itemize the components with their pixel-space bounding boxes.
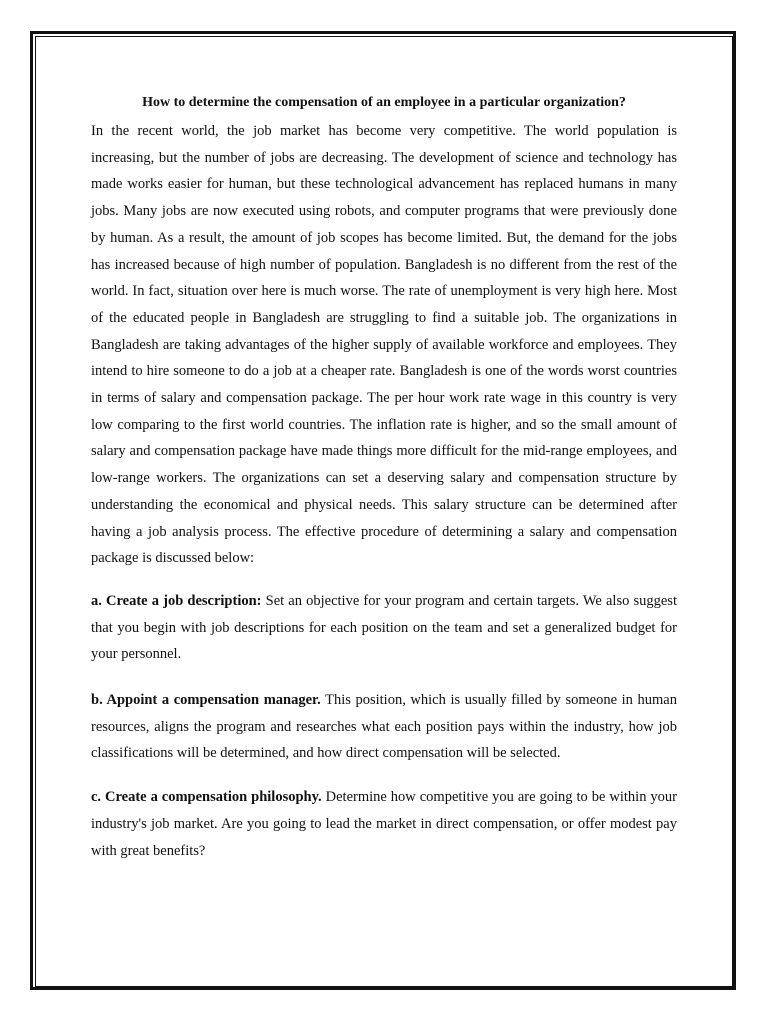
list-item-job-description xyxy=(91,588,677,668)
item-heading: b. Appoint a compensation manager. xyxy=(91,692,321,709)
item-heading: a. Create a job description: xyxy=(91,592,262,609)
document-body xyxy=(91,92,677,864)
item-text: Determine how competitive you are going to be within your industry's job market. Are you going to lead the market in direct compensation, or offer modest pay with great benefits? xyxy=(91,789,677,859)
list-item-compensation-philosophy xyxy=(91,784,677,864)
intro-paragraph: In the recent world, the job market has become very competitive. The world population is increasing, but the number of jobs are decreasing. The development of science and technology has made works easier for human, but these technological advancement has replaced humans in many jobs. Many jobs are now executed using robots, and computer programs that were previously done by human. As a result, the amount of job scopes has become limited. But, the demand for the jobs has increased because of high number of population. Bangladesh is no different from the rest of the world. In fact, situation over here is much worse. The rate of unemployment is very high here. Most of the educated people in Bangladesh are struggling to find a suitable job. The organizations in Bangladesh are taking advantages of the higher supply of available workforce and employees. They intend to hire someone to do a job at a cheaper rate. Bangladesh is one of the words worst countries in terms of salary and compensation package. The per hour work rate wage in this country is very low comparing to the first world countries. The inflation rate is higher, and so the small amount of salary and compensation package have made things more difficult for the mid-range employees, and low-range workers. The organizations can set a deserving salary and compensation structure by understanding the economical and physical needs. This salary structure can be determined after having a job analysis process. The effective procedure of determining a salary and compensation package is discussed below: xyxy=(91,123,677,567)
item-heading: c. Create a compensation philosophy. xyxy=(91,789,322,806)
item-text: Set an objective for your program and certain targets. We also suggest that you begin with job descriptions for each position on the team and set a generalized budget for your personnel. xyxy=(91,592,677,663)
document-title: How to determine the compensation of an employee in a particular organization? xyxy=(142,95,626,110)
item-text: This position, which is usually filled by someone in human resources, aligns the program and researches what each position pays within the industry, how job classifications will be determined, and how direct compensation will be selected. xyxy=(91,692,677,762)
list-item-compensation-manager xyxy=(91,687,677,767)
